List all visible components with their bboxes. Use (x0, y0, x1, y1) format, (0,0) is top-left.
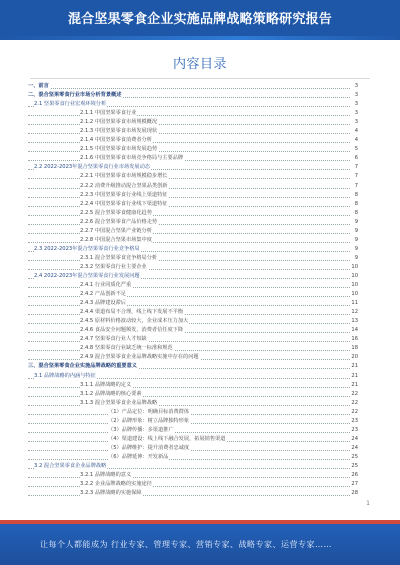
toc-entry-label: 2.2.7 中国混合坚果产业链分析 (80, 227, 153, 236)
toc-entry-page: 22 (351, 399, 358, 408)
toc-entry-page: 4 (351, 127, 358, 136)
toc-entry[interactable] (28, 489, 358, 498)
toc-entry-label: 3.1 品牌战略的内涵与特征 (34, 372, 97, 381)
toc-entry-label: 2.4 2022-2023年混合坚果零食行业发展问题 (34, 272, 141, 281)
toc-entry-label: 3.2.2 企业品牌战略的实施途径 (80, 480, 153, 489)
toc-entry-page: 24 (351, 444, 358, 453)
toc-entry-label: 2.4.3 品牌建设滞后 (80, 299, 127, 308)
toc-entry-page: 5 (351, 145, 358, 154)
toc-entry-label: 2.4.2 产品创新不足 (80, 290, 127, 299)
toc-entry-label: 2.4.8 坚果零食行业缺乏统一标准和规范 (80, 344, 174, 353)
table-of-contents (28, 82, 358, 498)
toc-entry-label: 2.2.2 消费升级推动混合坚果品类创新 (80, 182, 168, 191)
toc-entry-page: 7 (351, 172, 358, 181)
toc-entry-label: 2.2.3 中国坚果零食行业线上渠道特征 (80, 191, 168, 200)
toc-entry-page: 10 (351, 290, 358, 299)
toc-entry-label: 2.4.4 渠道布局不合理，线上线下发展不平衡 (80, 308, 184, 317)
toc-entry-label: 2.1.4 中国坚果零食消费者分析 (80, 136, 153, 145)
toc-entry-label: 3.2.1 品牌战略的意义 (80, 471, 132, 480)
toc-entry-page: 10 (351, 272, 358, 281)
toc-entry-label: 2.3.2 坚果零食行业主要企业 (80, 263, 148, 272)
toc-entry-label: （6）品牌延伸：开发新品 (108, 453, 169, 462)
toc-entry-page: 9 (351, 218, 358, 227)
toc-entry-label: 二、混合坚果零食行业市场分析背景概述 (28, 91, 122, 100)
toc-entry-label: 3.2.3 品牌战略的实施保障 (80, 489, 143, 498)
toc-entry-page: 21 (351, 362, 358, 371)
toc-entry-page: 21 (351, 372, 358, 381)
toc-entry-page: 7 (351, 163, 358, 172)
toc-entry-page: 11 (351, 299, 358, 308)
toc-entry-page: 22 (351, 408, 358, 417)
toc-entry-label: 三、混合坚果零食企业实施品牌战略的重要意义 (28, 362, 138, 371)
toc-entry-label: 2.1 坚果零食行业宏观环境分析 (34, 100, 107, 109)
toc-entry-label: 2.1.2 中国坚果零食市场规模概况 (80, 118, 158, 127)
toc-entry-label: 2.1.3 中国坚果零食市场发展现状 (80, 127, 158, 136)
toc-entry-page: 28 (351, 489, 358, 498)
toc-entry-page: 20 (351, 353, 358, 362)
toc-entry-page: 23 (351, 417, 358, 426)
toc-entry-page: 3 (351, 118, 358, 127)
toc-entry-page: 9 (351, 245, 358, 254)
toc-entry-page: 14 (351, 326, 358, 335)
toc-entry-page: 9 (351, 254, 358, 263)
toc-entry-page: 3 (351, 100, 358, 109)
toc-leader-dots (28, 486, 350, 496)
report-title: 混合坚果零食企业实施品牌战略策略研究报告 (67, 12, 332, 27)
toc-entry-page: 10 (351, 263, 358, 272)
toc-entry-label: （4）渠道建设：线上线下融合发展，拓展销售渠道 (108, 435, 226, 444)
toc-entry-page: 26 (351, 471, 358, 480)
toc-entry-page: 18 (351, 344, 358, 353)
toc-entry-page: 3 (351, 91, 358, 100)
toc-entry-label: 2.3 2022-2023年混合坚果零食行业竞争格局 (34, 245, 141, 254)
toc-entry-page: 4 (351, 136, 358, 145)
toc-entry-page: 16 (351, 335, 358, 344)
toc-entry-page: 10 (351, 281, 358, 290)
toc-entry-page: 24 (351, 435, 358, 444)
toc-entry-label: 2.3.1 混合坚果零食竞争格局分析 (80, 254, 158, 263)
toc-entry-label: 2.1.6 中国坚果零食市场竞争格局与主要品牌 (80, 154, 184, 163)
toc-entry-label: 2.2 2022-2023年混合坚果零食行业市场发展动态 (34, 163, 151, 172)
toc-entry-label: 2.4.6 食品安全问题频发，消费者信任度下降 (80, 326, 184, 335)
toc-entry-page: 12 (351, 308, 358, 317)
toc-entry-page: 7 (351, 182, 358, 191)
toc-entry-page: 8 (351, 200, 358, 209)
toc-entry-label: 2.1.5 中国坚果零食市场发展趋势 (80, 145, 158, 154)
footer-slogan: 让每个人都能成为 行业专家、管理专家、营销专家、战略专家、运营专家…… (40, 540, 333, 549)
toc-entry-label: 3.1.3 混合坚果零食企业品牌战略 (80, 399, 158, 408)
toc-entry-label: （3）品牌传播：多渠道推广 (108, 426, 175, 435)
toc-heading: 内容目录 (172, 57, 227, 72)
toc-entry-label: 3.1.1 品牌战略的定义 (80, 381, 132, 390)
toc-entry-label: （2）品牌形象：树立品牌独特形象 (108, 417, 190, 426)
toc-entry-page: 22 (351, 390, 358, 399)
toc-entry-label: （1）产品定位：明确目标消费群体 (108, 408, 190, 417)
toc-entry-label: （5）品牌维护：提升消费者忠诚度 (108, 444, 190, 453)
toc-entry-label: 2.2.4 中国坚果零食行业线下渠道特征 (80, 200, 168, 209)
toc-entry-label: 一、前言 (28, 82, 50, 91)
toc-entry-label: 2.4.5 原材料价格波动较大，企业成本压力加大 (80, 317, 189, 326)
toc-entry-label: 2.2.6 混合坚果零食产品价格走势 (80, 218, 158, 227)
toc-entry-page: 27 (351, 480, 358, 489)
toc-entry-label: 2.4.9 混合坚果零食企业品牌战略实施中存在的问题 (80, 353, 200, 362)
toc-entry-page: 21 (351, 381, 358, 390)
toc-entry-page: 25 (351, 453, 358, 462)
page-number: 1 (366, 500, 370, 507)
toc-entry-label: 2.4.7 坚果零食行业人才短缺 (80, 335, 148, 344)
toc-entry-label: 2.2.8 中国混合坚果市场集中度 (80, 236, 153, 245)
toc-entry-page: 13 (351, 317, 358, 326)
toc-entry-page: 3 (351, 109, 358, 118)
toc-entry-label: 2.1.1 中国坚果零食行业 (80, 109, 137, 118)
toc-entry-page: 8 (351, 191, 358, 200)
toc-entry-page: 25 (351, 462, 358, 471)
toc-entry-label: 2.2.1 中国坚果零食市场规模稳步增长 (80, 172, 168, 181)
toc-entry-page: 23 (351, 426, 358, 435)
toc-entry-page: 9 (351, 227, 358, 236)
toc-entry-label: 3.1.2 品牌战略的核心要素 (80, 390, 143, 399)
toc-entry-page: 8 (351, 209, 358, 218)
toc-entry-page: 9 (351, 236, 358, 245)
toc-entry-page: 6 (351, 154, 358, 163)
toc-entry-page: 3 (351, 82, 358, 91)
toc-entry-label: 2.2.5 混合坚果零食健康化趋势 (80, 209, 153, 218)
toc-entry-label: 3.2 混合坚果零食企业品牌战略 (34, 462, 107, 471)
toc-entry-label: 2.4.1 行业同质化严重 (80, 281, 132, 290)
